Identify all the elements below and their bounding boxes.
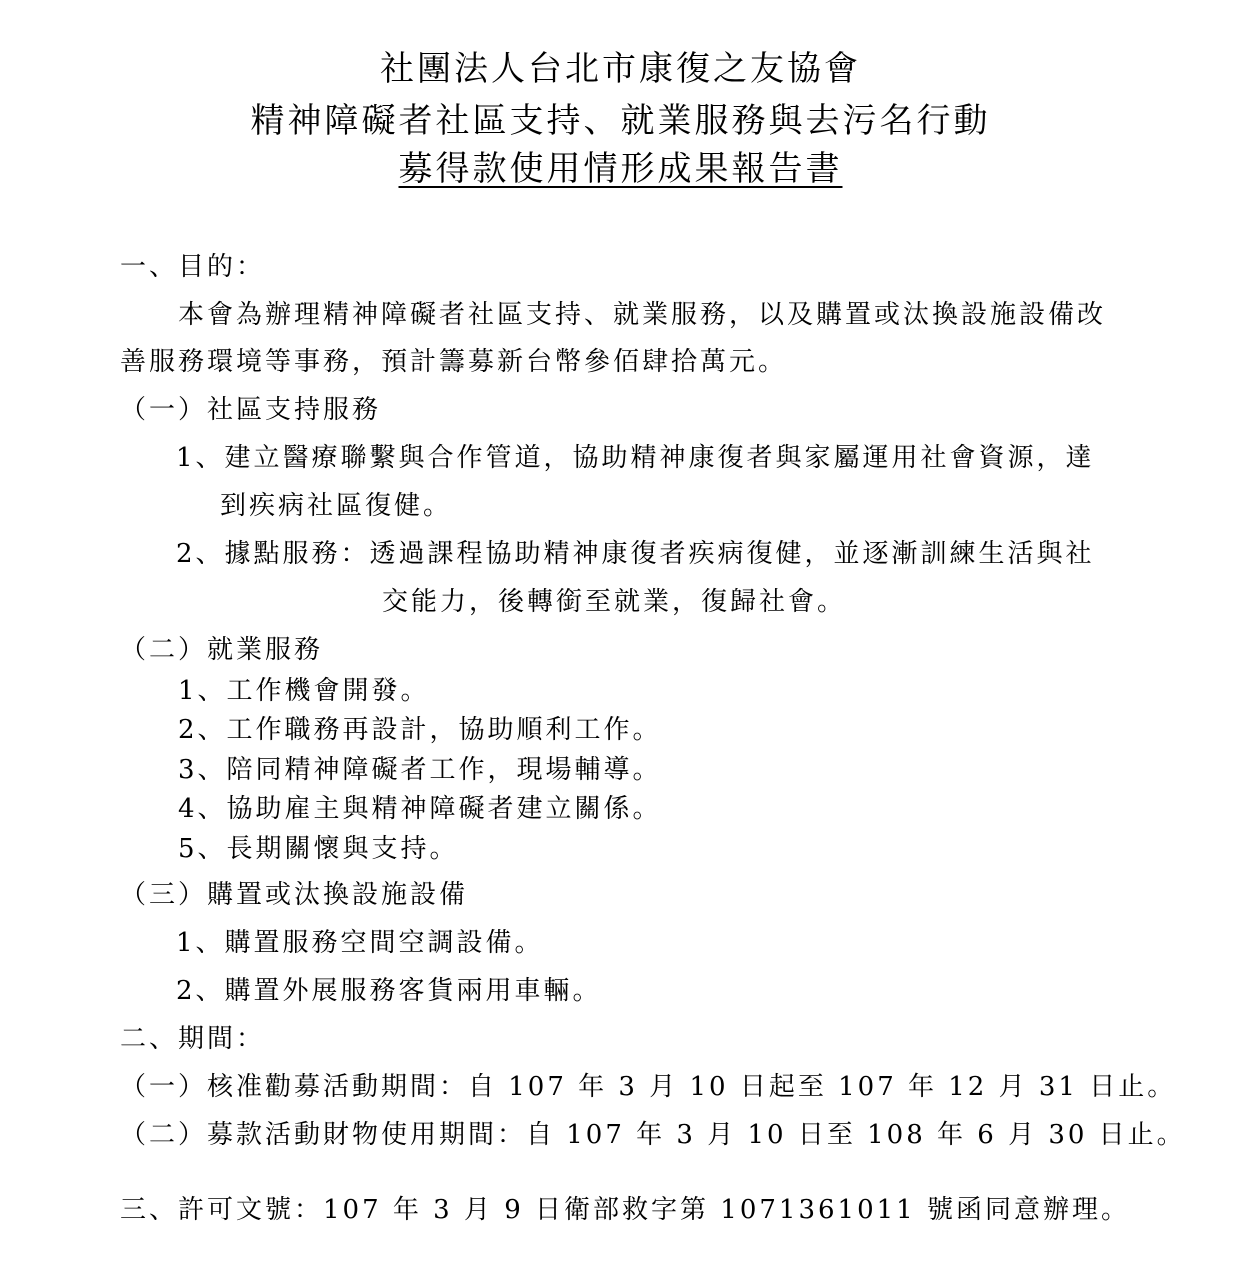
community-item1-line1: 1、建立醫療聯繫與合作管道，協助精神康復者與家屬運用社會資源，達 — [176, 443, 1095, 473]
employment-item: 1、工作機會開發。 — [178, 676, 430, 706]
project-title: 精神障礙者社區支持、就業服務與去污名行動 — [250, 101, 991, 141]
purpose-intro-line1: 本會為辦理精神障礙者社區支持、就業服務，以及購置或汰換設施設備改 — [178, 300, 1107, 330]
employment-item: 2、工作職務再設計，協助順利工作。 — [178, 715, 662, 745]
period-usage-line: （二）募款活動財物使用期間：自 107 年 3 月 10 日至 108 年 6 月 30 日止。 — [120, 1120, 1186, 1150]
period-heading: 二、期間： — [120, 1024, 266, 1054]
community-item2-line2: 交能力，後轉銜至就業，復歸社會。 — [382, 587, 847, 617]
employment-heading: （二）就業服務 — [120, 635, 324, 665]
employment-item: 5、長期關懷與支持。 — [178, 834, 459, 864]
org-title: 社團法人台北市康復之友協會 — [380, 49, 861, 89]
purpose-intro-line2: 善服務環境等事務，預計籌募新台幣參佰肆拾萬元。 — [120, 347, 788, 377]
purpose-heading: 一、目的： — [120, 252, 266, 282]
permit-line: 三、許可文號：107 年 3 月 9 日衛部救字第 1071361011 號函同意辦理。 — [120, 1195, 1130, 1225]
period-approval-line: （一）核准勸募活動期間：自 107 年 3 月 10 日起至 107 年 12 月 31 日止。 — [120, 1072, 1177, 1102]
equipment-item: 1、購置服務空間空調設備。 — [176, 928, 544, 958]
community-support-heading: （一）社區支持服務 — [120, 395, 382, 425]
employment-item: 3、陪同精神障礙者工作，現場輔導。 — [178, 755, 662, 785]
equipment-item: 2、購置外展服務客貨兩用車輛。 — [176, 976, 602, 1006]
equipment-heading: （三）購置或汰換設施設備 — [120, 880, 469, 910]
community-item2-line1: 2、據點服務：透過課程協助精神康復者疾病復健，並逐漸訓練生活與社 — [176, 539, 1095, 569]
community-item1-line2: 到疾病社區復健。 — [220, 491, 453, 521]
report-title: 募得款使用情形成果報告書 — [398, 149, 843, 189]
employment-item: 4、協助雇主與精神障礙者建立關係。 — [178, 794, 662, 824]
